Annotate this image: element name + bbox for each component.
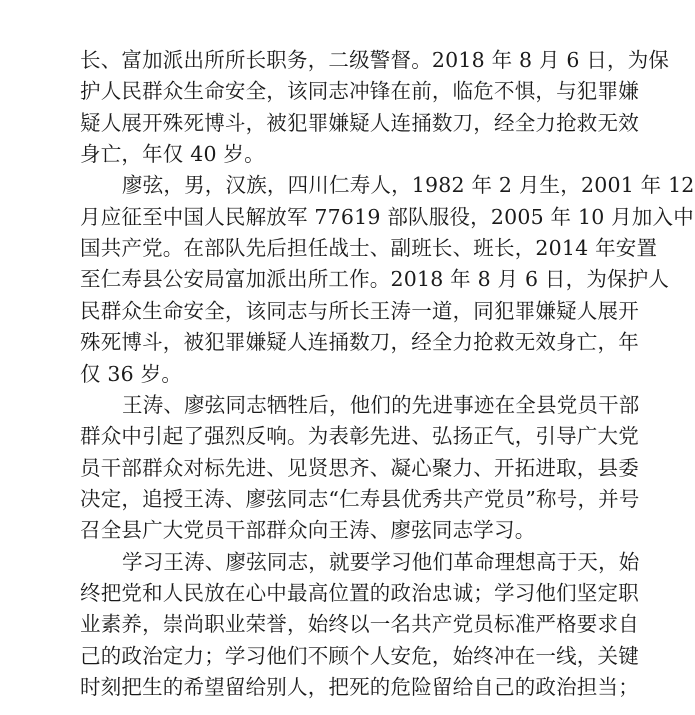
text-line: 员干部群众对标先进、见贤思齐、凝心聚力、开拓进取，县委 — [80, 456, 639, 480]
text-line: 月应征至中国人民解放军 77619 部队服役，2005 年 10 月加入中 — [80, 205, 694, 229]
text-line: 决定，追授王涛、廖弦同志“仁寿县优秀共产党员”称号，并号 — [80, 487, 640, 511]
text-line: 王涛、廖弦同志牺牲后，他们的先进事迹在全县党员干部 — [122, 393, 640, 417]
text-line: 时刻把生的希望留给别人，把死的危险留给自己的政治担当； — [80, 675, 639, 699]
text-line: 学习王涛、廖弦同志，就要学习他们革命理想高于天，始 — [122, 550, 640, 574]
text-line: 殊死博斗，被犯罪嫌疑人连捅数刀，经全力抢救无效身亡，年 — [80, 330, 639, 354]
text-line: 仅 36 岁。 — [80, 362, 183, 386]
text-line: 己的政治定力；学习他们不顾个人安危，始终冲在一线，关键 — [80, 644, 639, 668]
text-line: 民群众生命安全，该同志与所长王涛一道，同犯罪嫌疑人展开 — [80, 299, 639, 323]
text-line: 身亡，年仅 40 岁。 — [80, 142, 265, 166]
text-line: 廖弦，男，汉族，四川仁寿人，1982 年 2 月生，2001 年 12 — [122, 173, 695, 197]
text-line: 召全县广大党员干部群众向王涛、廖弦同志学习。 — [80, 518, 536, 542]
text-line: 国共产党。在部队先后担任战士、副班长、班长，2014 年安置 — [80, 236, 658, 260]
text-line: 疑人展开殊死博斗，被犯罪嫌疑人连捅数刀，经全力抢救无效 — [80, 111, 639, 135]
text-line: 长、富加派出所所长职务，二级警督。2018 年 8 月 6 日，为保 — [80, 48, 670, 72]
text-line: 业素养，崇尚职业荣誉，始终以一名共产党员标准严格要求自 — [80, 612, 639, 636]
text-line: 护人民群众生命安全，该同志冲锋在前，临危不惧，与犯罪嫌 — [80, 79, 639, 103]
text-line: 群众中引起了强烈反响。为表彰先进、弘扬正气，引导广大党 — [80, 424, 639, 448]
text-line: 终把党和人民放在心中最高位置的政治忠诚；学习他们坚定职 — [80, 581, 639, 605]
text-line: 至仁寿县公安局富加派出所工作。2018 年 8 月 6 日，为保护人 — [80, 267, 670, 291]
